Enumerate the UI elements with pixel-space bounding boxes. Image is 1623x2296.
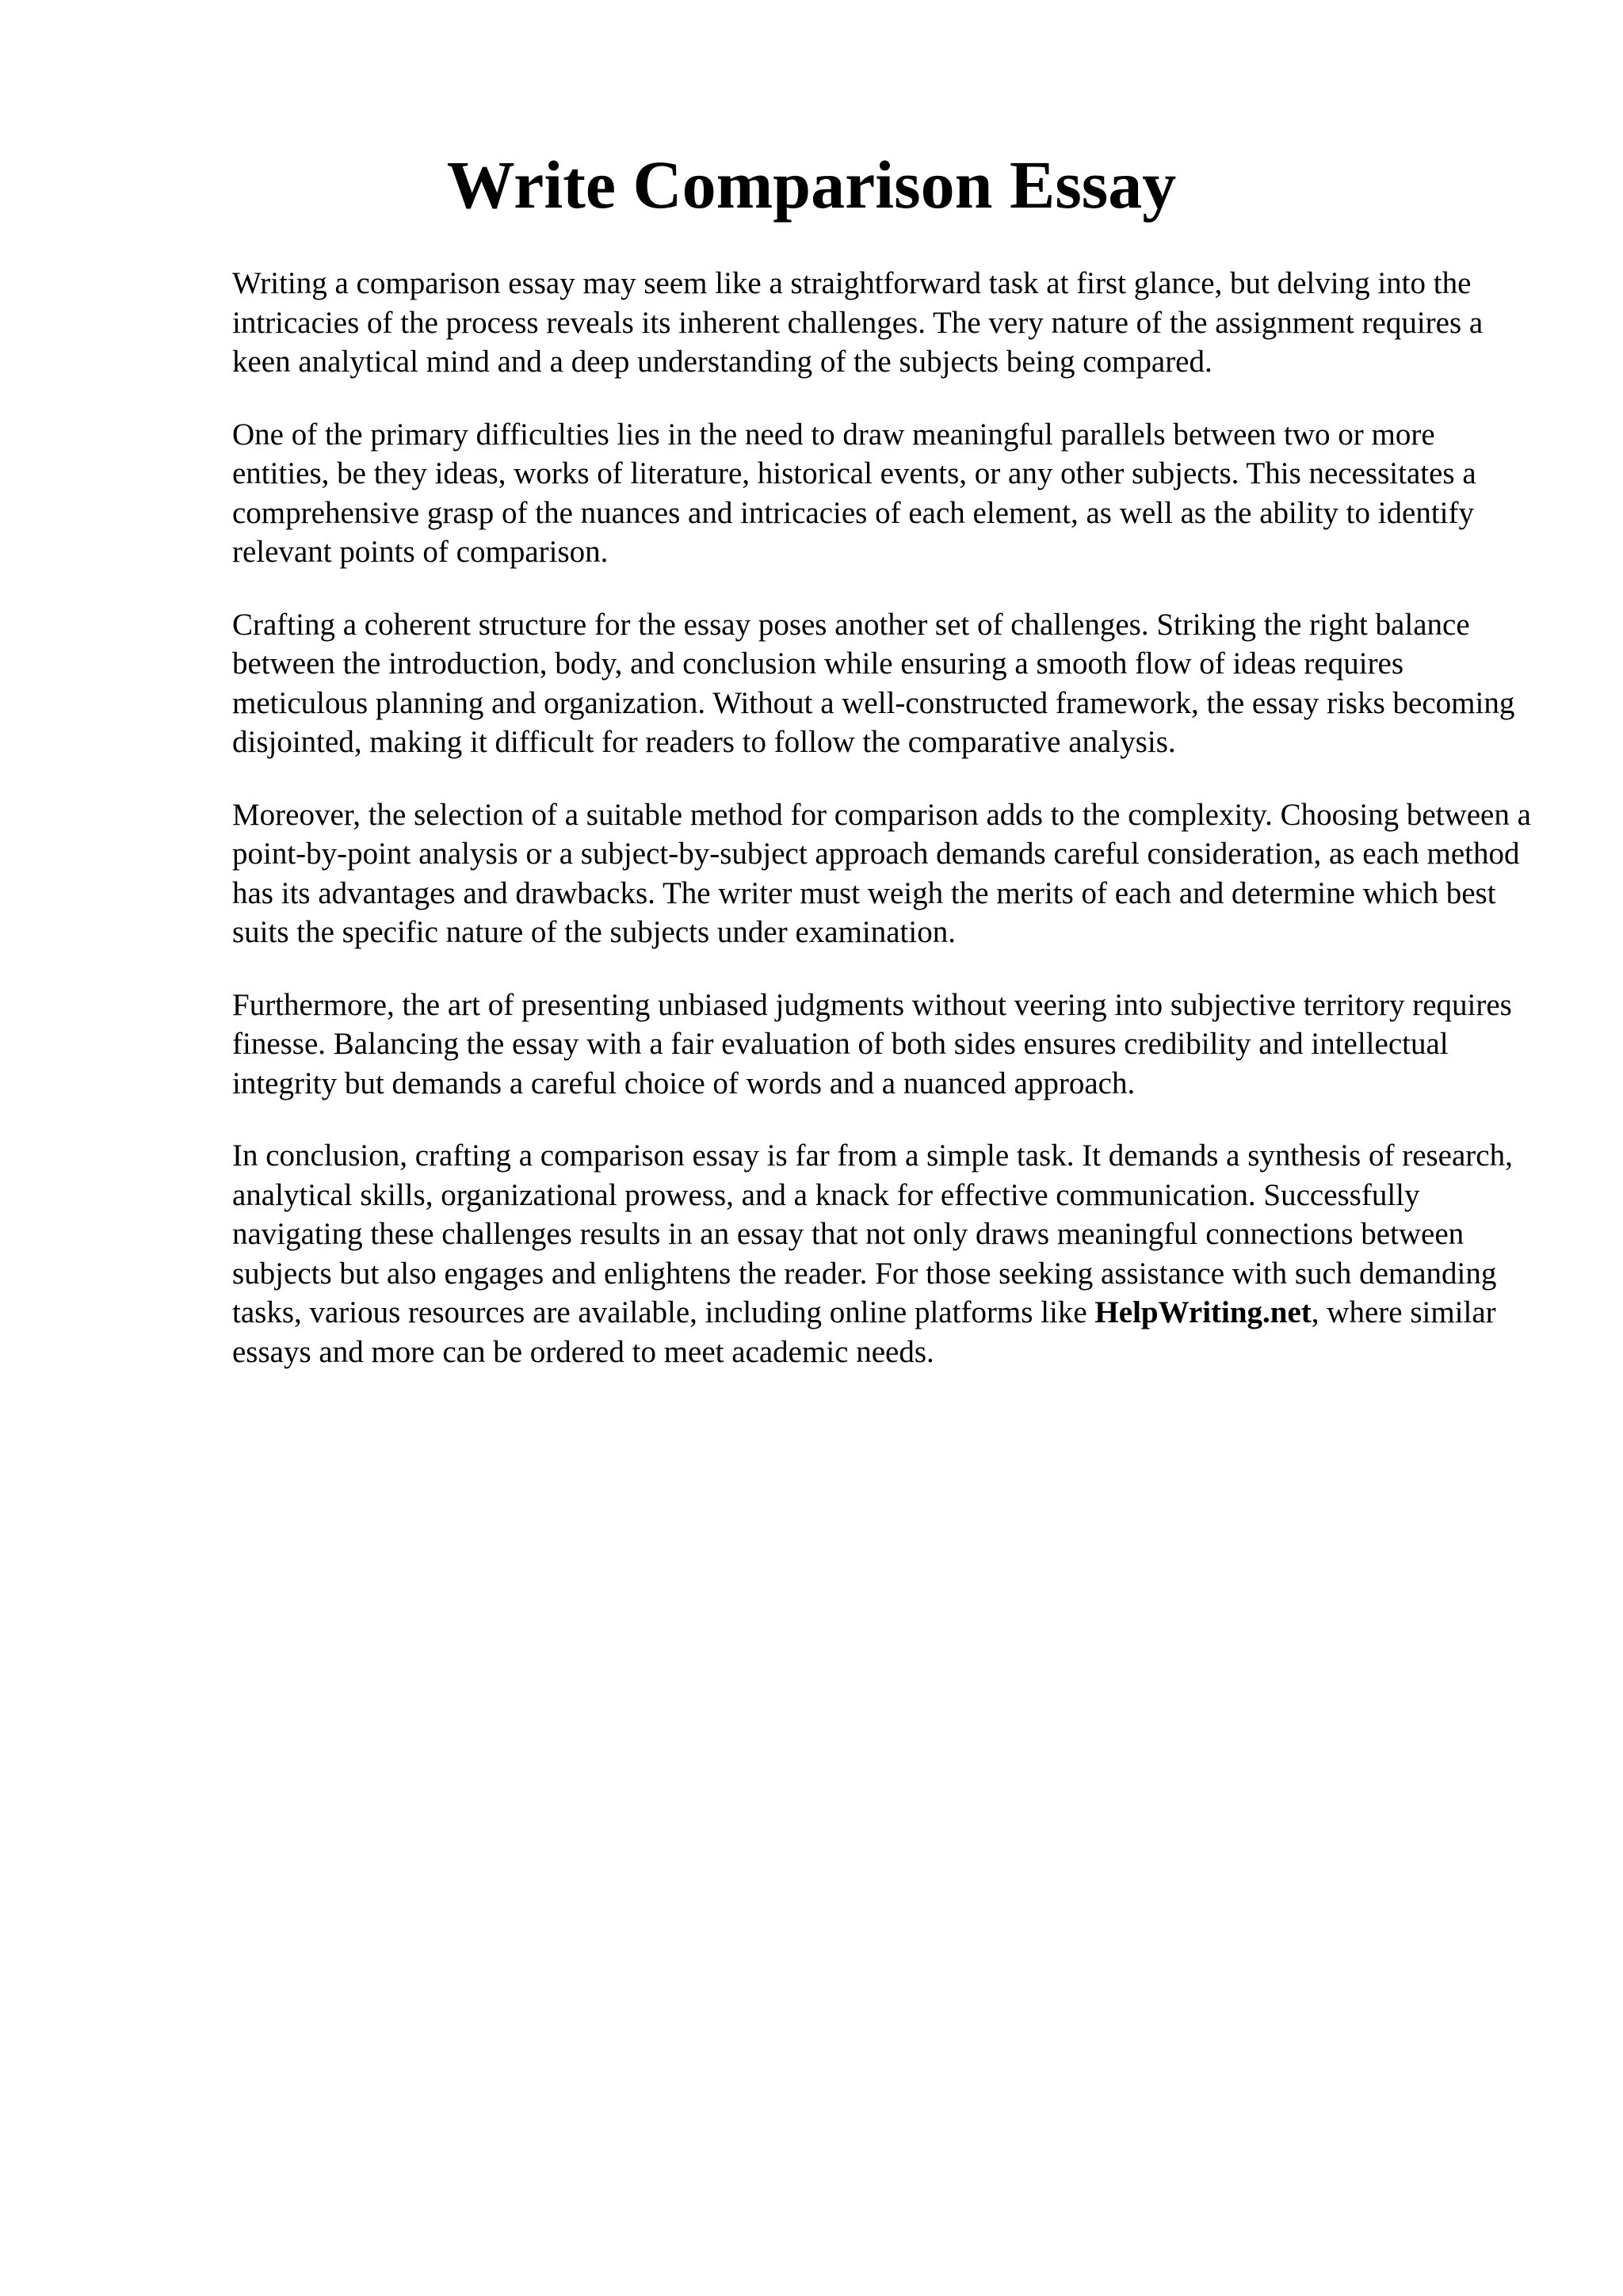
paragraph-1: Writing a comparison essay may seem like a straightforward task at first glance, but delving into the intricacies of the process reveals its inherent challenges. The very nature of the assignment requires a keen analytical mind and a deep understanding of the subjects being compared.: [232, 266, 1484, 379]
paragraph-2: One of the primary difficulties lies in the need to draw meaningful parallels between two or more entities, be they ideas, works of literature, historical events, or any other subjects. This necessitates a comprehensive grasp of the nuances and intricacies of each element, as well as the ability to identify relevant points of comparison.: [232, 417, 1476, 569]
conclusion-text-after: , where similar essays and more can be ordered to meet academic needs.: [232, 1295, 1496, 1369]
paragraph-5: Furthermore, the art of presenting unbiased judgments without veering into subjective territory requires finesse. Balancing the essay with a fair evaluation of both sides ensures credibility and intellectual integrity but demands a careful choice of words and a nuanced approach.: [232, 987, 1512, 1100]
paragraph-conclusion: [232, 1136, 1532, 1371]
helpwriting-link[interactable]: HelpWriting.net: [1094, 1295, 1312, 1329]
essay-body: [232, 264, 1532, 1371]
conclusion-text-before: In conclusion, crafting a comparison essay is far from a simple task. It demands a synthesis of research, analytical skills, organizational prowess, and a knack for effective communication. Successfully navigating these challenges results in an essay that not only draws meaningful connections between subjects but also engages and enlightens the reader. For those seeking assistance with such demanding tasks, various resources are available, including online platforms like: [232, 1138, 1513, 1329]
paragraph-3: Crafting a coherent structure for the essay poses another set of challenges. Striking the right balance between the introduction, body, and conclusion while ensuring a smooth flow of ideas requires meticulous planning and organization. Without a well-constructed framework, the essay risks becoming disjointed, making it difficult for readers to follow the comparative analysis.: [232, 607, 1515, 759]
paragraph-4: Moreover, the selection of a suitable method for comparison adds to the complexity. Choosing between a point-by-point analysis or a subject-by-subject approach demands careful consideration, as each method has its advantages and drawbacks. The writer must weigh the merits of each and determine which best suits the specific nature of the subjects under examination.: [232, 797, 1531, 949]
page-title: Write Comparison Essay: [446, 147, 1177, 223]
